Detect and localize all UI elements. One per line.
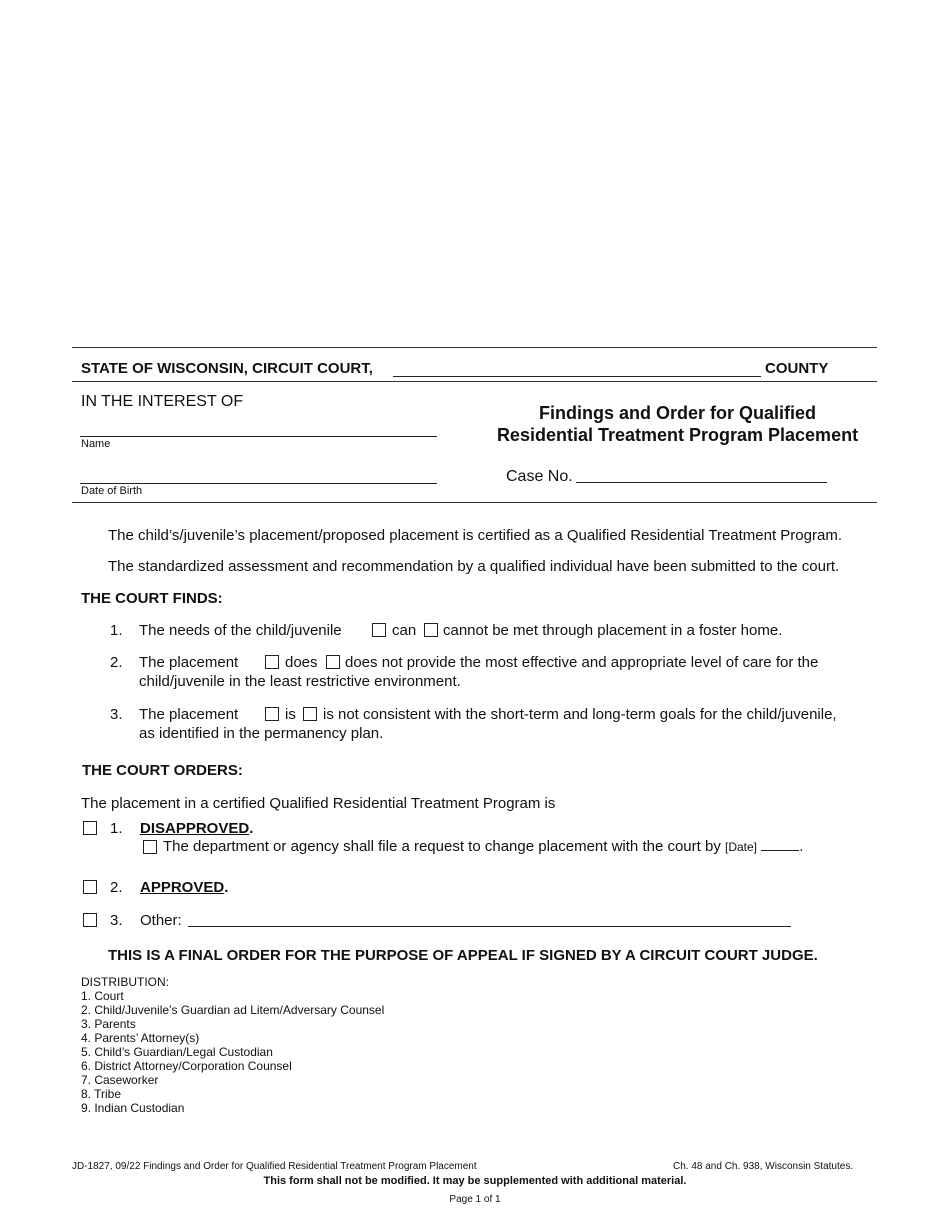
distribution-item: 9. Indian Custodian xyxy=(81,1101,185,1115)
distribution-item: 7. Caseworker xyxy=(81,1073,159,1087)
finding-1-option-can: can xyxy=(392,622,417,639)
finding-2-option-does-not: does not provide the most effective and appropriate level of care for the xyxy=(345,654,819,671)
order-1-sub-text: The department or agency shall file a request to change placement with the court by [Date] . xyxy=(163,838,804,855)
case-no-field[interactable] xyxy=(576,482,827,483)
form-id: JD-1827, 09/22 Findings and Order for Qualified Residential Treatment Program Placement xyxy=(72,1161,477,1172)
finding-2-number: 2. xyxy=(110,654,123,671)
finding-3-option-is: is xyxy=(285,706,296,723)
finding-3-lead: The placement xyxy=(139,706,239,723)
court-label: STATE OF WISCONSIN, CIRCUIT COURT, xyxy=(81,360,373,377)
finding-2-does-checkbox[interactable] xyxy=(265,655,279,669)
order-1-label: DISAPPROVED. xyxy=(140,820,254,837)
finding-3-is-checkbox[interactable] xyxy=(265,707,279,721)
dob-label: Date of Birth xyxy=(81,485,143,497)
finding-3-continuation: as identified in the permanency plan. xyxy=(139,725,384,742)
interest-label: IN THE INTEREST OF xyxy=(81,393,244,410)
county-label: COUNTY xyxy=(765,360,829,377)
order-3-label: Other: xyxy=(140,912,182,929)
distribution-item: 5. Child’s Guardian/Legal Custodian xyxy=(81,1045,273,1059)
distribution-item: 4. Parents’ Attorney(s) xyxy=(81,1031,200,1045)
intro-paragraph-1: The child’s/juvenile’s placement/proposed placement is certified as a Qualified Residential Treatment Program. xyxy=(108,527,842,544)
finding-1-option-cannot: cannot be met through placement in a foster home. xyxy=(443,622,783,639)
order-2-label: APPROVED. xyxy=(140,879,229,896)
distribution-item: 2. Child/Juvenile’s Guardian ad Litem/Adversary Counsel xyxy=(81,1003,385,1017)
order-3-checkbox[interactable] xyxy=(83,913,97,927)
order-1-number: 1. xyxy=(110,820,123,837)
final-order-notice: THIS IS A FINAL ORDER FOR THE PURPOSE OF APPEAL IF SIGNED BY A CIRCUIT COURT JUDGE. xyxy=(108,947,818,964)
caption-rule xyxy=(72,502,877,503)
distribution-item: 6. District Attorney/Corporation Counsel xyxy=(81,1059,292,1073)
dob-field[interactable] xyxy=(80,483,437,484)
header-rule xyxy=(72,381,877,382)
order-3-number: 3. xyxy=(110,912,123,929)
court-orders-heading: THE COURT ORDERS: xyxy=(82,762,243,779)
form-title-line1: Findings and Order for Qualified xyxy=(538,403,816,423)
order-1-sub-checkbox[interactable] xyxy=(143,840,157,854)
finding-1-cannot-checkbox[interactable] xyxy=(424,623,438,637)
court-finds-heading: THE COURT FINDS: xyxy=(81,590,223,607)
finding-2-continuation: child/juvenile in the least restrictive environment. xyxy=(139,673,461,690)
form-title xyxy=(470,402,885,446)
county-field[interactable] xyxy=(393,376,761,377)
name-label: Name xyxy=(81,438,111,450)
finding-1-can-checkbox[interactable] xyxy=(372,623,386,637)
page-number: Page 1 of 1 xyxy=(449,1194,501,1205)
finding-1-number: 1. xyxy=(110,622,123,639)
other-field[interactable] xyxy=(188,926,791,927)
order-2-checkbox[interactable] xyxy=(83,880,97,894)
finding-2-does-not-checkbox[interactable] xyxy=(326,655,340,669)
order-1-disapproved: DISAPPROVED xyxy=(140,820,250,837)
order-1-checkbox[interactable] xyxy=(83,821,97,835)
case-no-label: Case No. xyxy=(506,468,573,485)
modification-notice: This form shall not be modified. It may be supplemented with additional material. xyxy=(263,1175,687,1187)
distribution-item: 8. Tribe xyxy=(81,1087,122,1101)
top-rule xyxy=(72,347,877,348)
order-2-number: 2. xyxy=(110,879,123,896)
finding-2-option-does: does xyxy=(285,654,318,671)
date-placeholder: [Date] xyxy=(725,840,758,854)
finding-3-option-is-not: is not consistent with the short-term and long-term goals for the child/juvenile, xyxy=(323,706,837,723)
finding-2-lead: The placement xyxy=(139,654,239,671)
form-title-line2: Residential Treatment Program Placement xyxy=(496,425,859,445)
distribution-item: 3. Parents xyxy=(81,1017,136,1031)
statutes: Ch. 48 and Ch. 938, Wisconsin Statutes. xyxy=(673,1161,854,1172)
distribution-item: 1. Court xyxy=(81,989,124,1003)
orders-intro: The placement in a certified Qualified Residential Treatment Program is xyxy=(81,795,556,812)
order-2-approved: APPROVED xyxy=(140,879,225,896)
distribution-heading: DISTRIBUTION: xyxy=(81,975,170,989)
finding-1-lead: The needs of the child/juvenile xyxy=(139,622,342,639)
distribution-list xyxy=(81,975,384,1115)
name-field[interactable] xyxy=(80,436,437,437)
intro-paragraph-2: The standardized assessment and recommendation by a qualified individual have been submitted to the court. xyxy=(108,558,840,575)
date-field[interactable] xyxy=(761,838,799,851)
finding-3-number: 3. xyxy=(110,706,123,723)
finding-3-is-not-checkbox[interactable] xyxy=(303,707,317,721)
order-1-sub-statement: The department or agency shall file a request to change placement with the court by xyxy=(163,838,721,855)
